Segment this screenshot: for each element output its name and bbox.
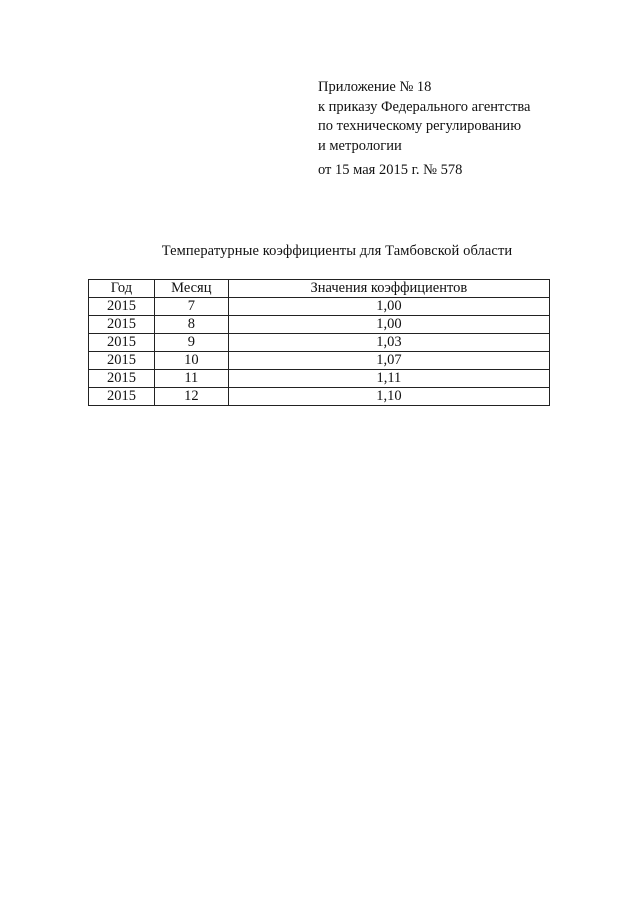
cell-coefficient: 1,03: [228, 334, 549, 352]
cell-month: 7: [154, 298, 228, 316]
header-line-date: от 15 мая 2015 г. № 578: [318, 162, 463, 178]
cell-year: 2015: [89, 370, 155, 388]
table-row: [89, 352, 550, 370]
appendix-header: [318, 78, 618, 181]
cell-month: 8: [154, 316, 228, 334]
coefficients-table: [88, 279, 550, 406]
table-header-row: [89, 280, 550, 298]
header-line-regulation: по техническому регулированию: [318, 118, 522, 134]
document-title-text: Температурные коэффициенты для Тамбовской области: [161, 243, 513, 259]
header-line-metrology: и метрологии: [318, 137, 402, 154]
table-row: [89, 316, 550, 334]
cell-coefficient: 1,00: [228, 298, 549, 316]
cell-coefficient: 1,00: [228, 316, 549, 334]
cell-coefficient: 1,07: [228, 352, 549, 370]
table-row: [89, 388, 550, 406]
document-title: [0, 243, 640, 260]
cell-month: 11: [154, 370, 228, 388]
cell-year: 2015: [89, 298, 155, 316]
cell-year: 2015: [89, 388, 155, 406]
header-line-appendix: Приложение № 18: [318, 79, 432, 95]
cell-coefficient: 1,10: [228, 388, 549, 406]
table-row: [89, 370, 550, 388]
cell-year: 2015: [89, 352, 155, 370]
table-row: [89, 298, 550, 316]
cell-month: 12: [154, 388, 228, 406]
cell-year: 2015: [89, 316, 155, 334]
header-month: Месяц: [154, 280, 228, 298]
cell-year: 2015: [89, 334, 155, 352]
header-coefficient: Значения коэффициентов: [228, 280, 549, 298]
cell-month: 10: [154, 352, 228, 370]
cell-month: 9: [154, 334, 228, 352]
header-year: Год: [89, 280, 155, 298]
table-row: [89, 334, 550, 352]
cell-coefficient: 1,11: [228, 370, 549, 388]
header-line-order: к приказу Федерального агентства: [318, 98, 531, 115]
